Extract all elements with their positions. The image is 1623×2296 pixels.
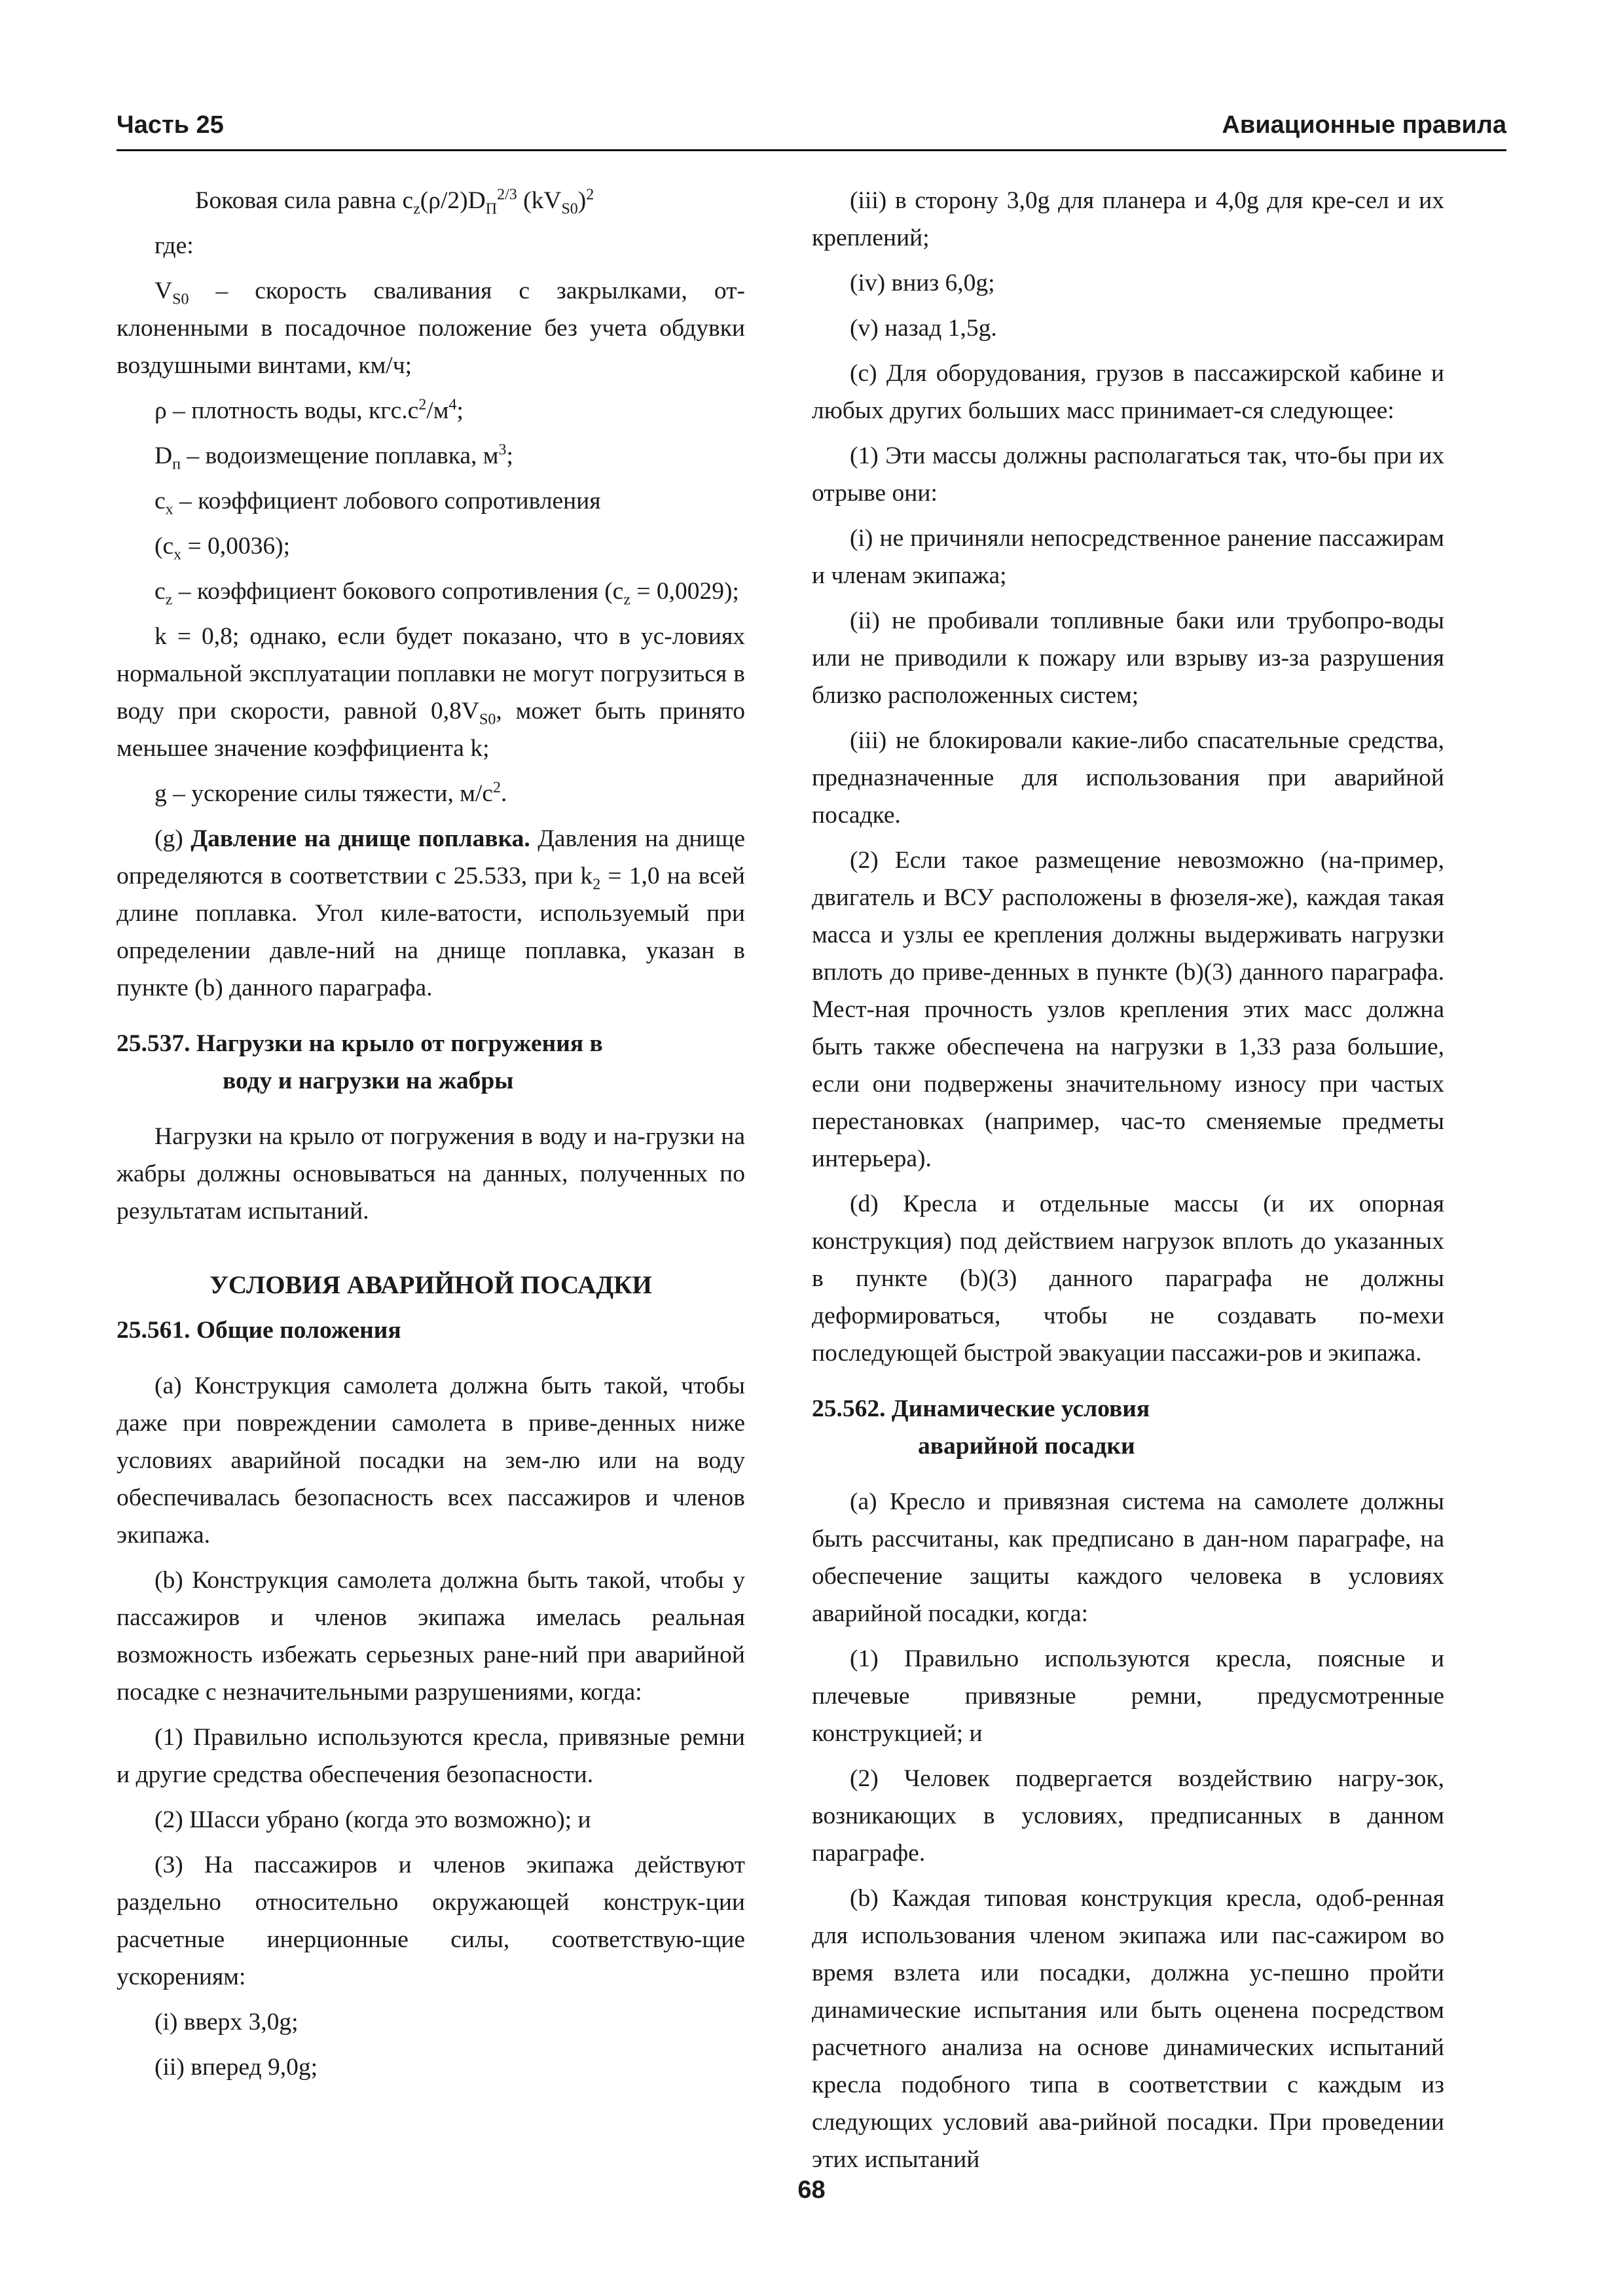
k-definition: k = 0,8; однако, если будет показано, что в ус-ловиях нормальной эксплуатации поплавки не могут погрузиться в воду при скорости, равной $0,8V_{S0}$, может быть принято меньшее значение коэффициента k; bbox=[117, 623, 746, 762]
paragraph-d: (d) Кресла и отдельные массы (и их опорная конструкция) под действием нагрузок вплоть до указанных в пункте (b)(3) данного параграфа не должны деформироваться, чтобы не создавать по-мехи последующей быстрой эвакуации пассажи-ров и экипажа. bbox=[812, 1191, 1444, 1367]
section-title: УСЛОВИЯ АВАРИЙНОЙ ПОСАДКИ bbox=[210, 1271, 652, 1299]
d-definition: $D_п$ – водоизмещение поплавка, $м^3$; bbox=[155, 441, 513, 473]
rho-definition: ρ – плотность воды, $кгс.с^2/м^4$; bbox=[155, 396, 464, 424]
paragraph-c1: (1) Эти массы должны располагаться так, что-бы при их отрыве они: bbox=[812, 442, 1444, 507]
g-definition: g – ускорение силы тяжести, $м/с^2$. bbox=[155, 779, 507, 807]
paragraph-562-a: (a) Кресло и привязная система на самолете должны быть рассчитаны, как предписано в дан-ном параграфе, на обеспечение защиты каждого человека в условиях аварийной посадки, когда: bbox=[812, 1488, 1444, 1627]
paragraph-562-a1: (1) Правильно используются кресла, поясные и плечевые привязные ремни, предусмотренные конструкцией; и bbox=[812, 1645, 1444, 1747]
paragraph-561-b2: (2) Шасси убрано (когда это возможно); и bbox=[155, 1806, 591, 1833]
heading-25-537: 25.537. Нагрузки на крыло от погружения в воду и нагрузки на жабры bbox=[117, 1030, 603, 1094]
paragraph-c1-iii: (iii) не блокировали какие-либо спасательные средства, предназначенные для использования при аварийной посадке. bbox=[812, 727, 1444, 829]
page-number: 68 bbox=[797, 2176, 826, 2204]
page-header bbox=[117, 111, 1506, 149]
cz-definition: $c_z$ – коэффициент бокового сопротивления $(c_z = 0,0029)$; bbox=[155, 578, 739, 609]
paragraph-561-i: (i) вверх 3,0g; bbox=[155, 2009, 299, 2036]
header-title: Авиационные правила bbox=[1222, 111, 1506, 139]
cx-value: $(c_x = 0,0036)$; bbox=[155, 533, 291, 564]
cx-definition: $c_x$ – коэффициент лобового сопротивления bbox=[155, 488, 601, 518]
paragraph-561-b1: (1) Правильно используются кресла, привязные ремни и другие средства обеспечения безопасности. bbox=[117, 1724, 745, 1788]
paragraph-c: (c) Для оборудования, грузов в пассажирской кабине и любых других больших масс принимает-ся следующее: bbox=[812, 360, 1444, 424]
header-part: Часть 25 bbox=[117, 111, 224, 139]
paragraph-561-b3: (3) На пассажиров и членов экипажа действуют раздельно относительно окружающей конструк-ции расчетные инерционные силы, соответствую-щие ускорениям: bbox=[117, 1852, 745, 1990]
right-column bbox=[812, 182, 1444, 2178]
paragraph-c1-ii: (ii) не пробивали топливные баки или трубопро-воды или не приводили к пожару или взрыву из-за разрушения близко расположенных систем; bbox=[812, 607, 1444, 709]
header-rule bbox=[117, 149, 1506, 151]
paragraph-iii: (iii) в сторону 3,0g для планера и 4,0g для кре-сел и их креплений; bbox=[812, 187, 1444, 251]
paragraph-c2: (2) Если такое размещение невозможно (на-пример, двигатель и ВСУ расположены в фюзеля-же), каждая такая масса и узлы ее крепления должны выдерживать нагрузки вплоть до приве-денных в пункте (b)(3) данного параграфа. Мест-ная прочность узлов крепления этих масс должна быть также обеспечена на нагрузки в 1,33 раза большие, если они подвержены значительному износу при частых перестановках (например, час-то сменяемые предметы интерьера). bbox=[812, 847, 1444, 1172]
paragraph-c1-i: (i) не причиняли непосредственное ранение пассажирам и членам экипажа; bbox=[812, 525, 1444, 589]
side-force-formula: Боковая сила равна $c_z(\rho/2)D_П^{2/3}$ $(kV_{S0})^2$ bbox=[195, 186, 594, 218]
heading-25-562: 25.562. Динамические условия аварийной посадки bbox=[812, 1395, 1150, 1460]
paragraph-25-537: Нагрузки на крыло от погружения в воду и на-грузки на жабры должны основываться на данных, полученных по результатам испытаний. bbox=[117, 1123, 745, 1225]
where-label: где: bbox=[155, 232, 194, 259]
paragraph-562-a2: (2) Человек подвергается воздействию нагру-зок, возникающих в условиях, предписанных в данном параграфе. bbox=[812, 1765, 1444, 1867]
paragraph-g: (g) Давление на днище поплавка. Давления на днище определяются в соответствии с 25.533, при $k_2 = 1,0$ на всей длине поплавка. Угол киле-ватости, используемый при определении давле-ний на днище поплавка, указан в пункте (b) данного параграфа. bbox=[117, 825, 745, 1001]
paragraph-v: (v) назад 1,5g. bbox=[850, 315, 997, 342]
paragraph-iv: (iv) вниз 6,0g; bbox=[850, 270, 995, 296]
left-column bbox=[117, 182, 745, 2086]
v-definition: $V_{S0}$ – скорость сваливания с закрылками, от-клоненными в посадочное положение без учета обдувки воздушными винтами, км/ч; bbox=[117, 278, 745, 379]
paragraph-562-b: (b) Каждая типовая конструкция кресла, одоб-ренная для использования членом экипажа или пас-сажиром во время взлета или посадки, должна ус-пешно пройти динамические испытания или быть оценена посредством расчетного анализа на основе динамических испытаний кресла подобного типа в соответствии с каждым из следующих условий ава-рийной посадки. При проведении этих испытаний bbox=[812, 1885, 1444, 2173]
paragraph-561-ii: (ii) вперед 9,0g; bbox=[155, 2054, 318, 2081]
heading-25-561: 25.561. Общие положения bbox=[117, 1317, 401, 1344]
paragraph-561-a: (a) Конструкция самолета должна быть такой, чтобы даже при повреждении самолета в приве-денных ниже условиях аварийной посадки на зем-лю или на воду обеспечивалась безопасность всех пассажиров и членов экипажа. bbox=[117, 1372, 745, 1549]
paragraph-561-b: (b) Конструкция самолета должна быть такой, чтобы у пассажиров и членов экипажа имелась реальная возможность избежать серьезных ране-ний при аварийной посадке с незначительными разрушениями, когда: bbox=[117, 1567, 745, 1706]
